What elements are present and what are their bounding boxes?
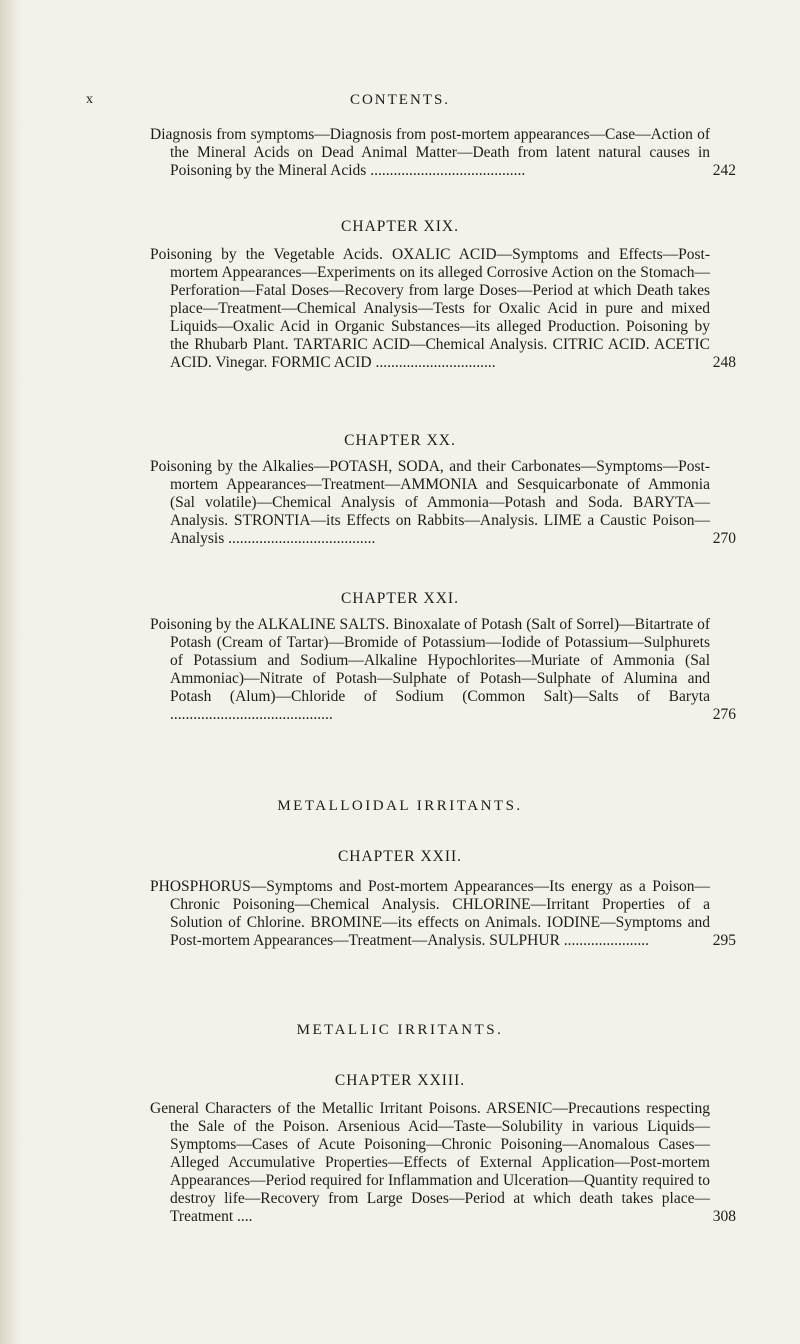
chapter-heading: CHAPTER XIX. — [341, 218, 459, 235]
toc-entry — [150, 458, 736, 548]
page-number: 295 — [712, 932, 736, 949]
toc-entry-text — [150, 616, 736, 724]
toc-entry-text — [150, 878, 736, 950]
toc-entry — [150, 126, 736, 180]
toc-entry-text — [150, 458, 736, 548]
toc-entry-text — [150, 1100, 736, 1226]
page-number: 308 — [712, 1208, 736, 1225]
running-head — [0, 92, 800, 112]
folio-number: x — [86, 92, 94, 107]
leader-dots: .......................................... — [170, 706, 333, 723]
chapter-heading: CHAPTER XXII. — [337, 848, 463, 865]
section-heading: METALLIC IRRITANTS. — [296, 1022, 504, 1038]
toc-entry — [150, 246, 736, 372]
entry-description: Diagnosis from symptoms—Diagnosis from post-mortem appearances—Case—Action of the Mineral Acids on Dead Animal Matter—Death from latent natural causes in Poisoning by the Mineral Acids — [150, 126, 710, 179]
section-heading: METALLOIDAL IRRITANTS. — [277, 798, 523, 814]
leader-dots: ...................................... — [224, 530, 376, 547]
entry-description: PHOSPHORUS—Symptoms and Post-mortem Appearances—Its energy as a Poison—Chronic Poisoning—Chemical Analysis. CHLORINE—Irritant Properties of a Solution of Chlorine. BROMINE—its effects on Animals. IODINE—Symptoms and Post-mortem Appearances—Treatment—Analysis. SULPHUR — [150, 878, 710, 949]
page-title: CONTENTS. — [349, 92, 451, 108]
toc-entry — [150, 1100, 736, 1226]
entry-description: Poisoning by the Alkalies—POTASH, SODA, and their Carbonates—Symptoms—Post-mortem Appearances—Treatment—AMMONIA and Sesquicarbonate of Ammonia (Sal volatile)—Chemical Analysis of Ammonia—Potash and Soda. BARYTA—Analysis. STRONTIA—its Effects on Rabbits—Analysis. LIME a Caustic Poison—Analysis — [150, 458, 710, 547]
toc-entry — [150, 616, 736, 724]
leader-dots: ........................................ — [366, 162, 526, 179]
page-number: 248 — [712, 354, 736, 371]
page-number: 242 — [712, 162, 736, 179]
chapter-heading: CHAPTER XX. — [344, 432, 456, 449]
chapter-heading: CHAPTER XXIII. — [334, 1072, 466, 1089]
entry-description: Poisoning by the Vegetable Acids. OXALIC ACID—Symptoms and Effects—Post-mortem Appearances—Experiments on its alleged Corrosive Action on the Stomach—Perforation—Fatal Doses—Recovery from large Doses—Period at which Death takes place—Treatment—Chemical Analysis—Tests for Oxalic Acid in pure and mixed Liquids—Oxalic Acid in Organic Substances—its alleged Production. Poisoning by the Rhubarb Plant. TARTARIC ACID—Chemical Analysis. CITRIC ACID. ACETIC ACID. Vinegar. FORMIC ACID — [150, 246, 710, 371]
toc-entry-text — [150, 126, 736, 180]
entry-description: Poisoning by the ALKALINE SALTS. Binoxalate of Potash (Salt of Sorrel)—Bitartrate of Potash (Cream of Tartar)—Bromide of Potassium—Iodide of Potassium—Sulphurets of Potassium and Sodium—Alkaline Hypochlorites—Muriate of Ammonia (Sal Ammoniac)—Nitrate of Potash—Sulphate of Potash—Sulphate of Alumina and Potash (Alum)—Chloride of Sodium (Common Salt)—Salts of Baryta — [150, 616, 710, 705]
leader-dots: ...................... — [559, 932, 650, 949]
leader-dots: .... — [233, 1208, 253, 1225]
page-number: 270 — [712, 530, 736, 547]
chapter-heading: CHAPTER XXI. — [341, 590, 459, 607]
page-number: 276 — [712, 706, 736, 723]
toc-entry-text — [150, 246, 736, 372]
entry-description: General Characters of the Metallic Irritant Poisons. ARSENIC—Precautions respecting the Sale of the Poison. Arsenious Acid—Taste—Solubility in various Liquids—Symptoms—Cases of Acute Poisoning—Chronic Poisoning—Anomalous Cases—Alleged Accumulative Properties—Effects of External Application—Post-mortem Appearances—Period required for Inflammation and Ulceration—Quantity required to destroy life—Recovery from Large Doses—Period at which death takes place—Treatment — [150, 1100, 710, 1225]
leader-dots: ............................... — [371, 354, 496, 371]
toc-entry — [150, 878, 736, 950]
